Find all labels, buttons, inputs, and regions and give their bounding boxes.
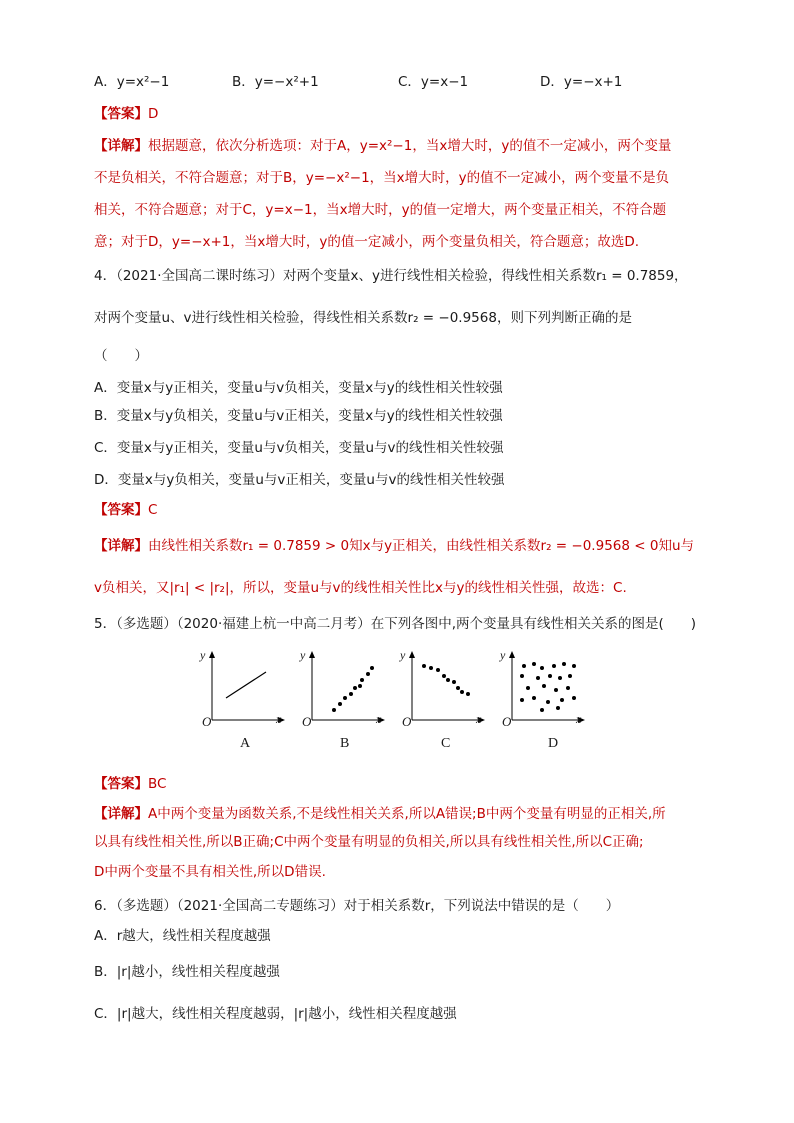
y-axis-arrow <box>209 651 215 658</box>
q3-detail-line-2: 不是负相关，不符合题意；对于B，y=−x²−1，当x增大时，y的值不一定减小，两个变量不是负 <box>94 170 670 186</box>
figure-c <box>398 648 488 732</box>
q6-option-c: C．|r|越大，线性相关程度越弱，|r|越小，线性相关程度越强 <box>94 1006 457 1022</box>
axis-label-y-d: y <box>500 648 506 662</box>
point <box>358 684 362 688</box>
axis-label-x-a: x <box>276 712 282 726</box>
point <box>520 698 524 702</box>
point <box>370 666 374 670</box>
q3-option-b: B．y=−x²+1 <box>232 74 319 90</box>
point <box>460 690 464 694</box>
point <box>446 678 450 682</box>
scatter-points <box>422 664 470 696</box>
point <box>456 686 460 690</box>
axis-label-y-a: y <box>200 648 206 662</box>
q3-detail-line-3: 相关，不符合题意；对于C，y=x−1，当x增大时，y的值一定增大，两个变量正相关，不符合题 <box>94 202 667 218</box>
point <box>343 696 347 700</box>
answer-tag: 【答案】 <box>94 502 148 518</box>
point <box>360 678 364 682</box>
point <box>338 702 342 706</box>
q4-stem-line-1: 4．（2021·全国高二课时练习）对两个变量x、y进行线性相关检验，得线性相关系数r₁ = 0.7859， <box>94 268 688 284</box>
scatter-points <box>520 662 576 712</box>
figure-a <box>198 648 288 732</box>
axis-label-x-d: x <box>576 712 582 726</box>
q4-detail-line-1 <box>94 536 694 556</box>
point <box>558 676 562 680</box>
point <box>429 666 433 670</box>
point <box>366 672 370 676</box>
detail-text: A中两个变量为函数关系,不是线性相关关系,所以A错误;B中两个变量有明显的正相关,所 <box>148 806 666 822</box>
axis-label-y-b: y <box>300 648 306 662</box>
point <box>560 698 564 702</box>
detail-tag: 【详解】 <box>94 806 148 822</box>
q6-option-a: A．r越大，线性相关程度越强 <box>94 928 271 944</box>
point <box>532 696 536 700</box>
detail-tag: 【详解】 <box>94 538 148 554</box>
q6-option-b: B．|r|越小，线性相关程度越强 <box>94 964 280 980</box>
figure-b <box>298 648 388 732</box>
detail-tag: 【详解】 <box>94 138 148 154</box>
point <box>540 666 544 670</box>
q4-paren: （ ） <box>94 348 148 364</box>
axis-label-x-b: x <box>376 712 382 726</box>
point <box>566 686 570 690</box>
y-axis-arrow <box>309 651 315 658</box>
origin-label-a: O <box>202 714 212 729</box>
point <box>532 662 536 666</box>
figure-d <box>498 648 588 732</box>
point <box>542 684 546 688</box>
detail-text: 根据题意，依次分析选项：对于A，y=x²−1，当x增大时，y的值不一定减小，两个变量 <box>148 138 672 154</box>
y-axis-arrow <box>509 651 515 658</box>
point <box>568 674 572 678</box>
q5-detail-line-1 <box>94 804 666 824</box>
point <box>422 664 426 668</box>
figure-label-a: A <box>240 736 251 751</box>
q5-detail-line-3: D中两个变量不具有相关性,所以D错误. <box>94 864 326 880</box>
q6-stem: 6．（多选题）（2021·全国高二专题练习）对于相关系数r，下列说法中错误的是（ ） <box>94 898 620 914</box>
q5-detail-line-2: 以具有线性相关性,所以B正确;C中两个变量有明显的负相关,所以具有线性相关性,所以C正确; <box>94 834 644 850</box>
point <box>554 688 558 692</box>
answer-value: D <box>148 106 159 122</box>
point <box>332 708 336 712</box>
q4-option-c: C．变量x与y正相关，变量u与v负相关，变量u与v的线性相关性较强 <box>94 440 504 456</box>
point <box>556 706 560 710</box>
q4-answer <box>94 500 157 520</box>
point <box>353 686 357 690</box>
answer-tag: 【答案】 <box>94 106 148 122</box>
q3-option-c: C．y=x−1 <box>398 74 469 90</box>
point <box>466 692 470 696</box>
answer-value: BC <box>148 776 167 792</box>
q4-detail-line-2: v负相关，又|r₁| < |r₂|，所以，变量u与v的线性相关性比x与y的线性相关性强，故选：C. <box>94 580 627 596</box>
point <box>436 668 440 672</box>
point <box>552 664 556 668</box>
origin-label-d: O <box>502 714 512 729</box>
q4-option-b: B．变量x与y负相关，变量u与v正相关，变量x与y的线性相关性较强 <box>94 408 503 424</box>
answer-tag: 【答案】 <box>94 776 148 792</box>
q3-option-a: A．y=x²−1 <box>94 74 170 90</box>
scatter-points <box>332 666 374 712</box>
point <box>442 674 446 678</box>
q5-stem: 5．（多选题）（2020·福建上杭一中高二月考）在下列各图中,两个变量具有线性相关关系的图是( ) <box>94 616 697 632</box>
q4-option-a: A．变量x与y正相关，变量u与v负相关，变量x与y的线性相关性较强 <box>94 380 503 396</box>
point <box>562 662 566 666</box>
origin-label-c: O <box>402 714 412 729</box>
axis-label-y-c: y <box>400 648 406 662</box>
q3-detail-line-4: 意；对于D，y=−x+1，当x增大时，y的值一定减小，两个变量负相关，符合题意；故选D. <box>94 234 640 250</box>
detail-text: 由线性相关系数r₁ = 0.7859 > 0知x与y正相关，由线性相关系数r₂ = −0.9568 < 0知u与 <box>148 538 694 554</box>
function-line <box>226 672 266 698</box>
q3-option-d: D．y=−x+1 <box>540 74 623 90</box>
point <box>526 686 530 690</box>
axis-label-x-c: x <box>476 712 482 726</box>
figure-label-d: D <box>548 736 559 751</box>
point <box>452 680 456 684</box>
figure-label-b: B <box>340 736 350 751</box>
point <box>572 696 576 700</box>
origin-label-b: O <box>302 714 312 729</box>
q5-answer <box>94 774 166 794</box>
answer-value: C <box>148 502 158 518</box>
point <box>536 676 540 680</box>
point <box>572 664 576 668</box>
point <box>349 692 353 696</box>
point <box>522 664 526 668</box>
y-axis-arrow <box>409 651 415 658</box>
q3-detail-line-1 <box>94 136 671 156</box>
point <box>520 674 524 678</box>
point <box>546 700 550 704</box>
point <box>548 674 552 678</box>
figure-label-c: C <box>441 736 451 751</box>
q4-stem-line-2: 对两个变量u、v进行线性相关检验，得线性相关系数r₂ = −0.9568，则下列判断正确的是 <box>94 310 632 326</box>
q4-option-d: D．变量x与y负相关，变量u与v正相关，变量u与v的线性相关性较强 <box>94 472 505 488</box>
q3-answer <box>94 104 158 124</box>
point <box>540 708 544 712</box>
